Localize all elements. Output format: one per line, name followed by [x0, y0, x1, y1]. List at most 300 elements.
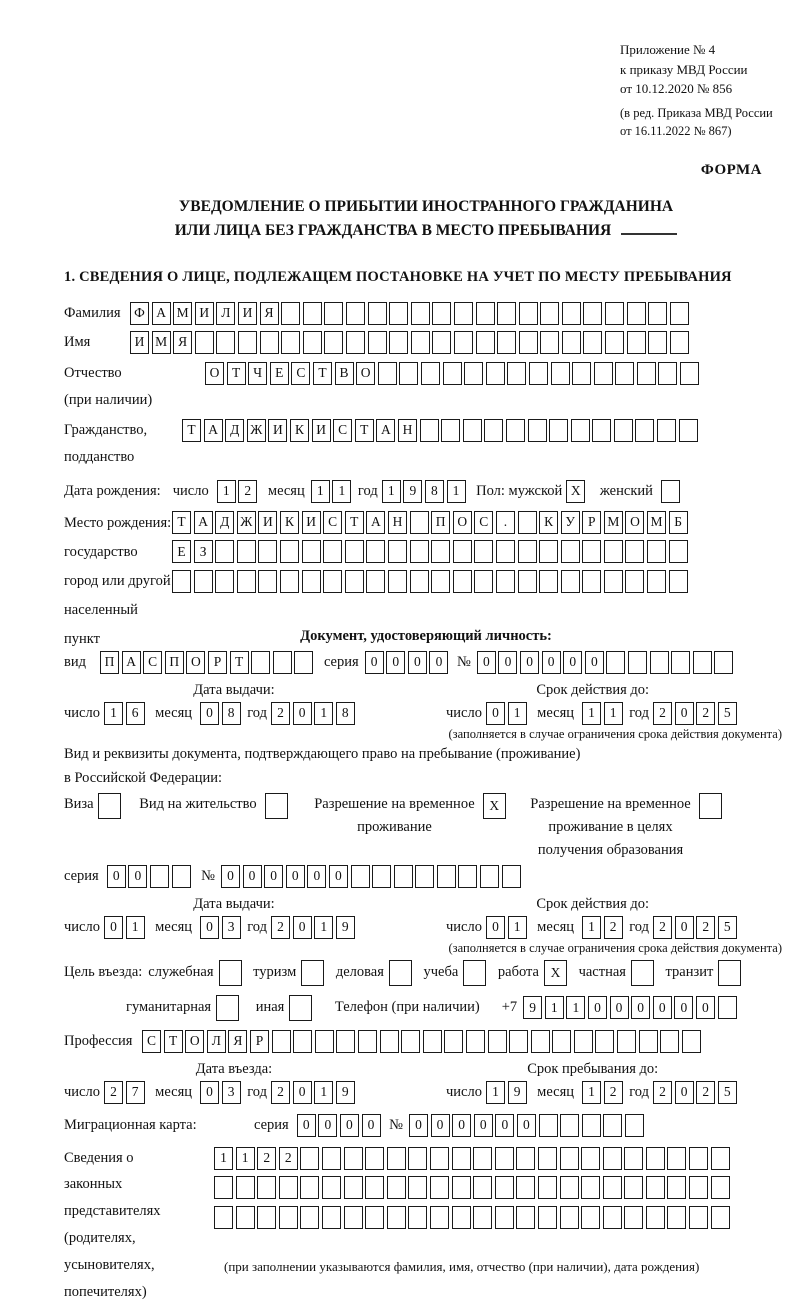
char-box[interactable]: 9: [508, 1081, 527, 1104]
char-box[interactable]: [648, 302, 667, 325]
char-box[interactable]: [324, 331, 343, 354]
char-box[interactable]: [670, 302, 689, 325]
char-box[interactable]: 2: [104, 1081, 123, 1104]
char-box[interactable]: [237, 570, 256, 593]
char-box[interactable]: [595, 1030, 614, 1053]
char-box[interactable]: 0: [498, 651, 517, 674]
char-box[interactable]: [516, 1176, 535, 1199]
char-box[interactable]: [415, 865, 434, 888]
char-box[interactable]: 8: [222, 702, 241, 725]
checkbox[interactable]: [265, 793, 288, 819]
char-box[interactable]: К: [539, 511, 558, 534]
char-box[interactable]: [387, 1176, 406, 1199]
char-box[interactable]: 0: [408, 651, 427, 674]
char-box[interactable]: [646, 1206, 665, 1229]
char-box[interactable]: 1: [332, 480, 351, 503]
char-box[interactable]: [410, 511, 429, 534]
char-box[interactable]: [237, 540, 256, 563]
char-box[interactable]: Д: [215, 511, 234, 534]
char-box[interactable]: [561, 540, 580, 563]
char-box[interactable]: 3: [222, 916, 241, 939]
char-box[interactable]: [172, 865, 191, 888]
char-box[interactable]: 0: [200, 1081, 219, 1104]
char-box[interactable]: Т: [345, 511, 364, 534]
char-box[interactable]: Л: [207, 1030, 226, 1053]
char-box[interactable]: Ж: [237, 511, 256, 534]
checkbox[interactable]: X: [483, 793, 506, 819]
char-box[interactable]: Н: [388, 511, 407, 534]
char-box[interactable]: 1: [236, 1147, 255, 1170]
checkbox[interactable]: [718, 960, 741, 986]
char-box[interactable]: [368, 331, 387, 354]
char-box[interactable]: 0: [297, 1114, 316, 1137]
char-box[interactable]: [372, 865, 391, 888]
char-box[interactable]: [582, 1114, 601, 1137]
char-box[interactable]: 0: [329, 865, 348, 888]
char-box[interactable]: [280, 570, 299, 593]
char-box[interactable]: Т: [313, 362, 332, 385]
char-box[interactable]: Ф: [130, 302, 149, 325]
char-box[interactable]: 1: [508, 702, 527, 725]
char-box[interactable]: 0: [542, 651, 561, 674]
char-box[interactable]: [529, 362, 548, 385]
char-box[interactable]: 0: [243, 865, 262, 888]
char-box[interactable]: 5: [718, 702, 737, 725]
char-box[interactable]: 0: [362, 1114, 381, 1137]
char-box[interactable]: [506, 419, 525, 442]
char-box[interactable]: 0: [474, 1114, 493, 1137]
char-box[interactable]: [399, 362, 418, 385]
char-box[interactable]: [466, 1030, 485, 1053]
char-box[interactable]: [603, 1206, 622, 1229]
char-box[interactable]: О: [185, 1030, 204, 1053]
checkbox[interactable]: [631, 960, 654, 986]
char-box[interactable]: 2: [696, 916, 715, 939]
char-box[interactable]: [389, 302, 408, 325]
char-box[interactable]: [539, 540, 558, 563]
char-box[interactable]: [516, 1206, 535, 1229]
char-box[interactable]: С: [323, 511, 342, 534]
char-box[interactable]: А: [152, 302, 171, 325]
char-box[interactable]: [583, 331, 602, 354]
char-box[interactable]: [324, 302, 343, 325]
char-box[interactable]: Т: [227, 362, 246, 385]
char-box[interactable]: 0: [563, 651, 582, 674]
char-box[interactable]: 1: [486, 1081, 505, 1104]
char-box[interactable]: [344, 1206, 363, 1229]
char-box[interactable]: [657, 419, 676, 442]
char-box[interactable]: [260, 331, 279, 354]
char-box[interactable]: 0: [452, 1114, 471, 1137]
char-box[interactable]: 2: [238, 480, 257, 503]
char-box[interactable]: 0: [653, 996, 672, 1019]
char-box[interactable]: [258, 540, 277, 563]
char-box[interactable]: [560, 1176, 579, 1199]
char-box[interactable]: А: [366, 511, 385, 534]
char-box[interactable]: А: [122, 651, 141, 674]
char-box[interactable]: [394, 865, 413, 888]
char-box[interactable]: Т: [355, 419, 374, 442]
char-box[interactable]: [302, 570, 321, 593]
char-box[interactable]: С: [291, 362, 310, 385]
char-box[interactable]: 2: [279, 1147, 298, 1170]
char-box[interactable]: [484, 419, 503, 442]
char-box[interactable]: [430, 1176, 449, 1199]
char-box[interactable]: 0: [520, 651, 539, 674]
char-box[interactable]: [518, 570, 537, 593]
char-box[interactable]: [552, 1030, 571, 1053]
char-box[interactable]: [646, 1176, 665, 1199]
char-box[interactable]: Т: [230, 651, 249, 674]
char-box[interactable]: 5: [718, 1081, 737, 1104]
char-box[interactable]: 0: [128, 865, 147, 888]
char-box[interactable]: 2: [696, 702, 715, 725]
char-box[interactable]: [476, 331, 495, 354]
char-box[interactable]: [582, 540, 601, 563]
char-box[interactable]: Н: [398, 419, 417, 442]
char-box[interactable]: [453, 570, 472, 593]
char-box[interactable]: 9: [403, 480, 422, 503]
char-box[interactable]: [496, 540, 515, 563]
char-box[interactable]: [214, 1176, 233, 1199]
char-box[interactable]: П: [165, 651, 184, 674]
char-box[interactable]: [572, 362, 591, 385]
char-box[interactable]: [408, 1206, 427, 1229]
char-box[interactable]: [519, 331, 538, 354]
char-box[interactable]: [365, 1176, 384, 1199]
char-box[interactable]: [635, 419, 654, 442]
char-box[interactable]: [476, 302, 495, 325]
char-box[interactable]: 1: [545, 996, 564, 1019]
blank-underline[interactable]: [621, 233, 677, 235]
char-box[interactable]: 1: [314, 702, 333, 725]
char-box[interactable]: [637, 362, 656, 385]
char-box[interactable]: [624, 1176, 643, 1199]
char-box[interactable]: [658, 362, 677, 385]
char-box[interactable]: [294, 651, 313, 674]
char-box[interactable]: 1: [582, 916, 601, 939]
checkbox[interactable]: [389, 960, 412, 986]
char-box[interactable]: [617, 1030, 636, 1053]
char-box[interactable]: С: [474, 511, 493, 534]
char-box[interactable]: 1: [604, 702, 623, 725]
char-box[interactable]: [650, 651, 669, 674]
char-box[interactable]: [507, 362, 526, 385]
char-box[interactable]: 0: [318, 1114, 337, 1137]
char-box[interactable]: 0: [409, 1114, 428, 1137]
char-box[interactable]: 0: [264, 865, 283, 888]
char-box[interactable]: 0: [610, 996, 629, 1019]
char-box[interactable]: 0: [517, 1114, 536, 1137]
char-box[interactable]: [488, 1030, 507, 1053]
char-box[interactable]: [410, 540, 429, 563]
char-box[interactable]: [549, 419, 568, 442]
char-box[interactable]: [463, 419, 482, 442]
char-box[interactable]: [714, 651, 733, 674]
char-box[interactable]: 0: [293, 702, 312, 725]
char-box[interactable]: [322, 1176, 341, 1199]
char-box[interactable]: [473, 1206, 492, 1229]
char-box[interactable]: [444, 1030, 463, 1053]
char-box[interactable]: [365, 1206, 384, 1229]
char-box[interactable]: [411, 331, 430, 354]
char-box[interactable]: [322, 1147, 341, 1170]
char-box[interactable]: 1: [582, 702, 601, 725]
char-box[interactable]: [669, 540, 688, 563]
char-box[interactable]: И: [238, 302, 257, 325]
char-box[interactable]: [303, 331, 322, 354]
char-box[interactable]: [388, 570, 407, 593]
char-box[interactable]: [509, 1030, 528, 1053]
char-box[interactable]: [344, 1176, 363, 1199]
checkbox[interactable]: [98, 793, 121, 819]
char-box[interactable]: 0: [431, 1114, 450, 1137]
char-box[interactable]: К: [280, 511, 299, 534]
char-box[interactable]: [497, 302, 516, 325]
char-box[interactable]: [680, 362, 699, 385]
char-box[interactable]: [480, 865, 499, 888]
char-box[interactable]: [581, 1176, 600, 1199]
char-box[interactable]: [516, 1147, 535, 1170]
char-box[interactable]: [302, 540, 321, 563]
char-box[interactable]: З: [194, 540, 213, 563]
char-box[interactable]: [195, 331, 214, 354]
char-box[interactable]: [562, 302, 581, 325]
char-box[interactable]: [387, 1206, 406, 1229]
char-box[interactable]: 1: [314, 1081, 333, 1104]
char-box[interactable]: [300, 1176, 319, 1199]
char-box[interactable]: [430, 1147, 449, 1170]
char-box[interactable]: [647, 540, 666, 563]
char-box[interactable]: И: [130, 331, 149, 354]
char-box[interactable]: [300, 1147, 319, 1170]
char-box[interactable]: [604, 570, 623, 593]
char-box[interactable]: 0: [293, 916, 312, 939]
char-box[interactable]: [258, 570, 277, 593]
char-box[interactable]: 2: [271, 702, 290, 725]
char-box[interactable]: М: [152, 331, 171, 354]
char-box[interactable]: [421, 362, 440, 385]
char-box[interactable]: [560, 1147, 579, 1170]
char-box[interactable]: [628, 651, 647, 674]
char-box[interactable]: [431, 570, 450, 593]
char-box[interactable]: [474, 570, 493, 593]
char-box[interactable]: [581, 1206, 600, 1229]
char-box[interactable]: 2: [604, 916, 623, 939]
char-box[interactable]: 1: [582, 1081, 601, 1104]
char-box[interactable]: [345, 540, 364, 563]
char-box[interactable]: [560, 1206, 579, 1229]
char-box[interactable]: У: [561, 511, 580, 534]
char-box[interactable]: [279, 1176, 298, 1199]
char-box[interactable]: 0: [674, 996, 693, 1019]
char-box[interactable]: [538, 1206, 557, 1229]
char-box[interactable]: [368, 302, 387, 325]
char-box[interactable]: [594, 362, 613, 385]
char-box[interactable]: [606, 651, 625, 674]
char-box[interactable]: Ж: [247, 419, 266, 442]
char-box[interactable]: 2: [257, 1147, 276, 1170]
char-box[interactable]: 0: [588, 996, 607, 1019]
char-box[interactable]: [581, 1147, 600, 1170]
char-box[interactable]: Я: [260, 302, 279, 325]
char-box[interactable]: [682, 1030, 701, 1053]
char-box[interactable]: А: [194, 511, 213, 534]
char-box[interactable]: [281, 331, 300, 354]
char-box[interactable]: [441, 419, 460, 442]
char-box[interactable]: [408, 1147, 427, 1170]
char-box[interactable]: Л: [216, 302, 235, 325]
char-box[interactable]: 9: [336, 1081, 355, 1104]
checkbox[interactable]: [219, 960, 242, 986]
char-box[interactable]: 0: [675, 916, 694, 939]
checkbox[interactable]: [216, 995, 239, 1021]
char-box[interactable]: [279, 1206, 298, 1229]
char-box[interactable]: 0: [307, 865, 326, 888]
char-box[interactable]: 0: [104, 916, 123, 939]
char-box[interactable]: [293, 1030, 312, 1053]
char-box[interactable]: [605, 331, 624, 354]
char-box[interactable]: 0: [486, 702, 505, 725]
checkbox[interactable]: [301, 960, 324, 986]
char-box[interactable]: 1: [566, 996, 585, 1019]
char-box[interactable]: С: [143, 651, 162, 674]
char-box[interactable]: [323, 540, 342, 563]
char-box[interactable]: [627, 302, 646, 325]
char-box[interactable]: [300, 1206, 319, 1229]
char-box[interactable]: 2: [696, 1081, 715, 1104]
char-box[interactable]: 0: [696, 996, 715, 1019]
char-box[interactable]: 0: [200, 702, 219, 725]
char-box[interactable]: [432, 302, 451, 325]
char-box[interactable]: [538, 1147, 557, 1170]
char-box[interactable]: [625, 1114, 644, 1137]
char-box[interactable]: 0: [286, 865, 305, 888]
char-box[interactable]: [540, 302, 559, 325]
char-box[interactable]: 1: [447, 480, 466, 503]
char-box[interactable]: 2: [604, 1081, 623, 1104]
char-box[interactable]: [303, 302, 322, 325]
char-box[interactable]: Я: [173, 331, 192, 354]
char-box[interactable]: [603, 1114, 622, 1137]
char-box[interactable]: 2: [653, 1081, 672, 1104]
char-box[interactable]: [689, 1176, 708, 1199]
char-box[interactable]: И: [258, 511, 277, 534]
char-box[interactable]: [539, 1114, 558, 1137]
char-box[interactable]: [711, 1176, 730, 1199]
char-box[interactable]: [562, 331, 581, 354]
char-box[interactable]: [454, 331, 473, 354]
char-box[interactable]: [648, 331, 667, 354]
char-box[interactable]: Р: [208, 651, 227, 674]
char-box[interactable]: 2: [271, 1081, 290, 1104]
char-box[interactable]: П: [431, 511, 450, 534]
char-box[interactable]: [540, 331, 559, 354]
char-box[interactable]: 0: [365, 651, 384, 674]
char-box[interactable]: Р: [582, 511, 601, 534]
char-box[interactable]: [351, 865, 370, 888]
char-box[interactable]: 0: [675, 702, 694, 725]
char-box[interactable]: 0: [486, 916, 505, 939]
char-box[interactable]: Е: [270, 362, 289, 385]
char-box[interactable]: [281, 302, 300, 325]
char-box[interactable]: [216, 331, 235, 354]
char-box[interactable]: [236, 1206, 255, 1229]
char-box[interactable]: К: [290, 419, 309, 442]
char-box[interactable]: И: [312, 419, 331, 442]
char-box[interactable]: [411, 302, 430, 325]
char-box[interactable]: 1: [382, 480, 401, 503]
char-box[interactable]: [661, 480, 680, 503]
char-box[interactable]: [693, 651, 712, 674]
char-box[interactable]: [273, 651, 292, 674]
char-box[interactable]: [366, 540, 385, 563]
char-box[interactable]: [473, 1147, 492, 1170]
char-box[interactable]: [315, 1030, 334, 1053]
char-box[interactable]: [711, 1147, 730, 1170]
char-box[interactable]: 5: [718, 916, 737, 939]
char-box[interactable]: [531, 1030, 550, 1053]
char-box[interactable]: [518, 540, 537, 563]
char-box[interactable]: [667, 1147, 686, 1170]
char-box[interactable]: [486, 362, 505, 385]
checkbox[interactable]: [699, 793, 722, 819]
char-box[interactable]: Е: [172, 540, 191, 563]
char-box[interactable]: [380, 1030, 399, 1053]
char-box[interactable]: И: [302, 511, 321, 534]
char-box[interactable]: [592, 419, 611, 442]
char-box[interactable]: 0: [340, 1114, 359, 1137]
char-box[interactable]: [365, 1147, 384, 1170]
char-box[interactable]: О: [205, 362, 224, 385]
char-box[interactable]: [495, 1176, 514, 1199]
char-box[interactable]: 0: [221, 865, 240, 888]
char-box[interactable]: [257, 1176, 276, 1199]
char-box[interactable]: [519, 302, 538, 325]
char-box[interactable]: [495, 1206, 514, 1229]
char-box[interactable]: [670, 331, 689, 354]
char-box[interactable]: [431, 540, 450, 563]
char-box[interactable]: Б: [669, 511, 688, 534]
char-box[interactable]: [378, 362, 397, 385]
char-box[interactable]: [443, 362, 462, 385]
char-box[interactable]: [410, 570, 429, 593]
char-box[interactable]: [430, 1206, 449, 1229]
char-box[interactable]: 0: [675, 1081, 694, 1104]
char-box[interactable]: И: [195, 302, 214, 325]
char-box[interactable]: П: [100, 651, 119, 674]
char-box[interactable]: [251, 651, 270, 674]
char-box[interactable]: .: [496, 511, 515, 534]
char-box[interactable]: О: [356, 362, 375, 385]
char-box[interactable]: Т: [182, 419, 201, 442]
char-box[interactable]: [646, 1147, 665, 1170]
char-box[interactable]: [518, 511, 537, 534]
char-box[interactable]: 8: [336, 702, 355, 725]
char-box[interactable]: И: [268, 419, 287, 442]
char-box[interactable]: [150, 865, 169, 888]
char-box[interactable]: [401, 1030, 420, 1053]
char-box[interactable]: [214, 1206, 233, 1229]
char-box[interactable]: 8: [425, 480, 444, 503]
char-box[interactable]: [346, 302, 365, 325]
char-box[interactable]: [667, 1206, 686, 1229]
char-box[interactable]: [604, 540, 623, 563]
char-box[interactable]: 0: [386, 651, 405, 674]
char-box[interactable]: [344, 1147, 363, 1170]
char-box[interactable]: [582, 570, 601, 593]
char-box[interactable]: [660, 1030, 679, 1053]
